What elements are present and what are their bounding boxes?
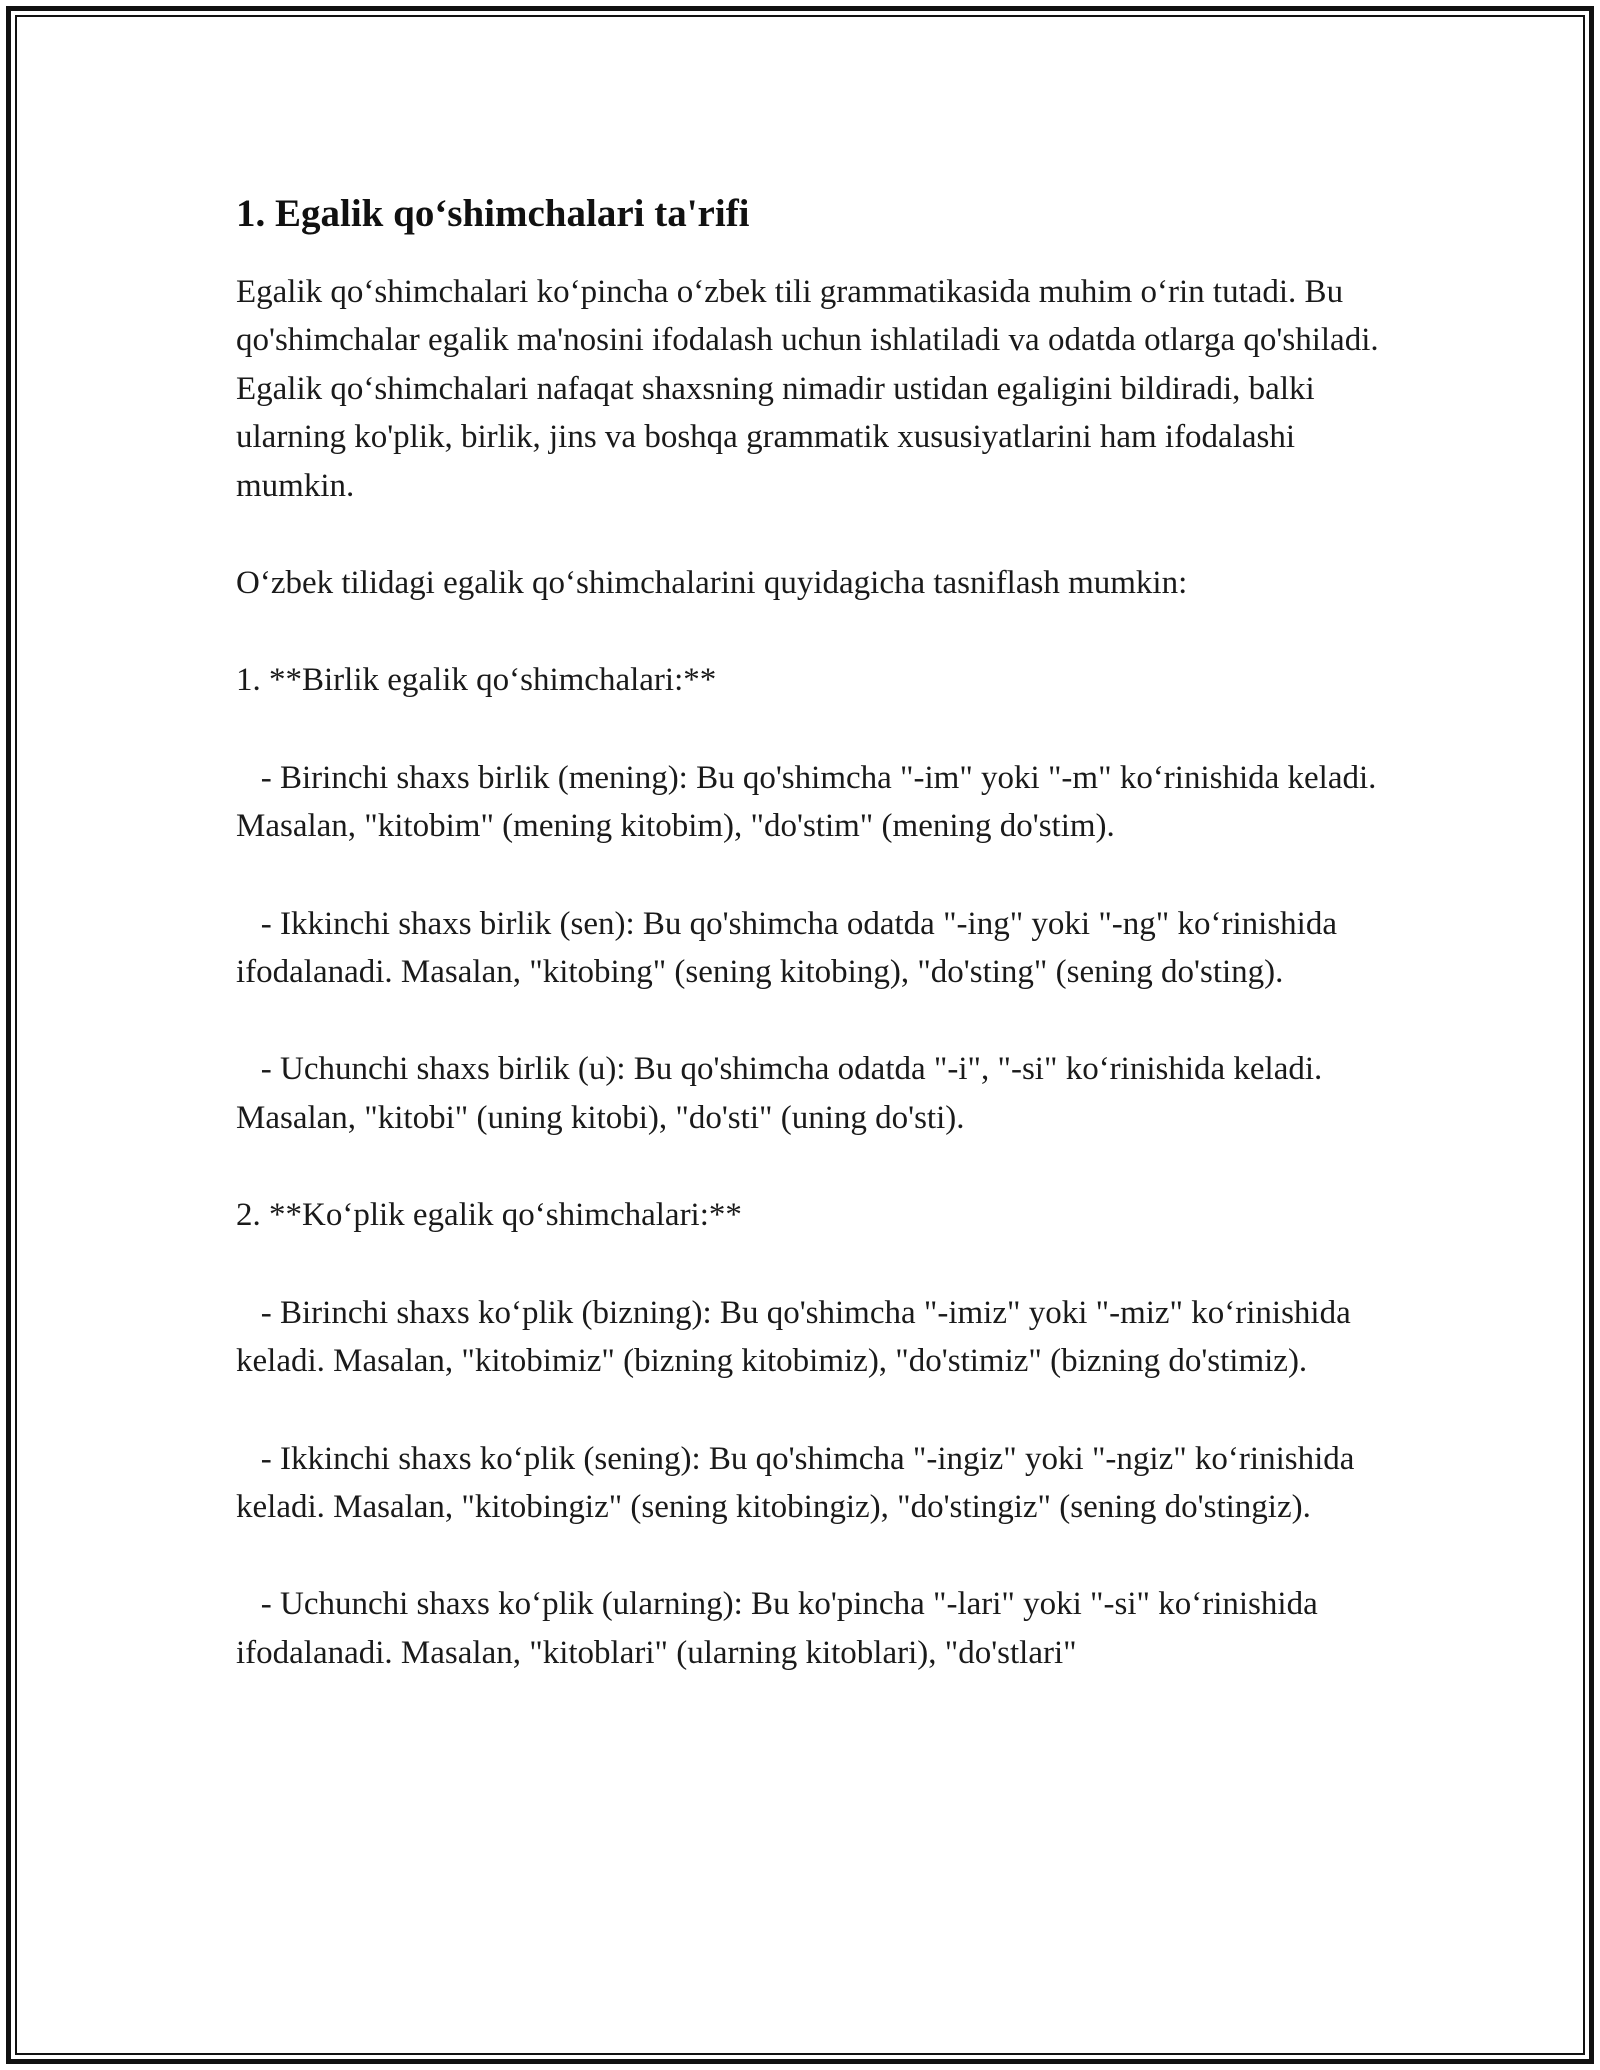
list-item-first-person-plural: - Birinchi shaxs ko‘plik (bizning): Bu qo'shimcha "-imiz" yoki "-miz" ko‘rinishida keladi. Masalan, "kitobimiz" (bizning kitobimiz), "do'stimiz" (bizning do'stimiz). <box>236 1294 1359 1380</box>
list-item-second-person-plural: - Ikkinchi shaxs ko‘plik (sening): Bu qo'shimcha "-ingiz" yoki "-ngiz" ko‘rinishida keladi. Masalan, "kitobingiz" (sening kitobingiz), "do'stingiz" (sening do'stingiz). <box>236 1440 1363 1525</box>
list-item-first-person-singular: - Birinchi shaxs birlik (mening): Bu qo'shimcha "-im" yoki "-m" ko‘rinishida keladi. Masalan, "kitobim" (mening kitobim), "do'stim" (mening do'stim). <box>236 759 1385 845</box>
list-item-third-person-singular: - Uchunchi shaxs birlik (u): Bu qo'shimcha odatda "-i", "-si" ko‘rinishida keladi. Masalan, "kitobi" (uning kitobi), "do'sti" (uning do'sti). <box>236 1051 1331 1136</box>
list-heading-plural: 2. **Ko‘plik egalik qo‘shimchalari:** <box>236 1197 742 1234</box>
document-body <box>236 186 1386 1677</box>
intro-paragraph: Egalik qo‘shimchalari ko‘pincha o‘zbek tili grammatikasida muhim o‘rin tutadi. Bu qo'shimchalar egalik ma'nosini ifodalash uchun ishlatiladi va odatda otlarga qo'shiladi. Egalik qo‘shimchalari nafaqat shaxsning nimadir ustidan egaligini bildiradi, balki ularning ko'plik, birlik, jins va boshqa grammatik xususiyatlarini ham ifodalashi mumkin. <box>236 274 1387 504</box>
list-heading-singular: 1. **Birlik egalik qo‘shimchalari:** <box>236 662 717 699</box>
list-item-second-person-singular: - Ikkinchi shaxs birlik (sen): Bu qo'shimcha odatda "-ing" yoki "-ng" ko‘rinishida ifodalanadi. Masalan, "kitobing" (sening kitobing), "do'sting" (sening do'sting). <box>236 905 1346 991</box>
classification-intro: O‘zbek tilidagi egalik qo‘shimchalarini quyidagicha tasniflash mumkin: <box>236 565 1188 602</box>
list-item-third-person-plural: - Uchunchi shaxs ko‘plik (ularning): Bu ko'pincha "-lari" yoki "-si" ko‘rinishida ifodalanadi. Masalan, "kitoblari" (ularning kitoblari), "do'stlari" <box>236 1586 1326 1671</box>
section-heading: 1. Egalik qo‘shimchalari ta'rifi <box>236 192 750 235</box>
